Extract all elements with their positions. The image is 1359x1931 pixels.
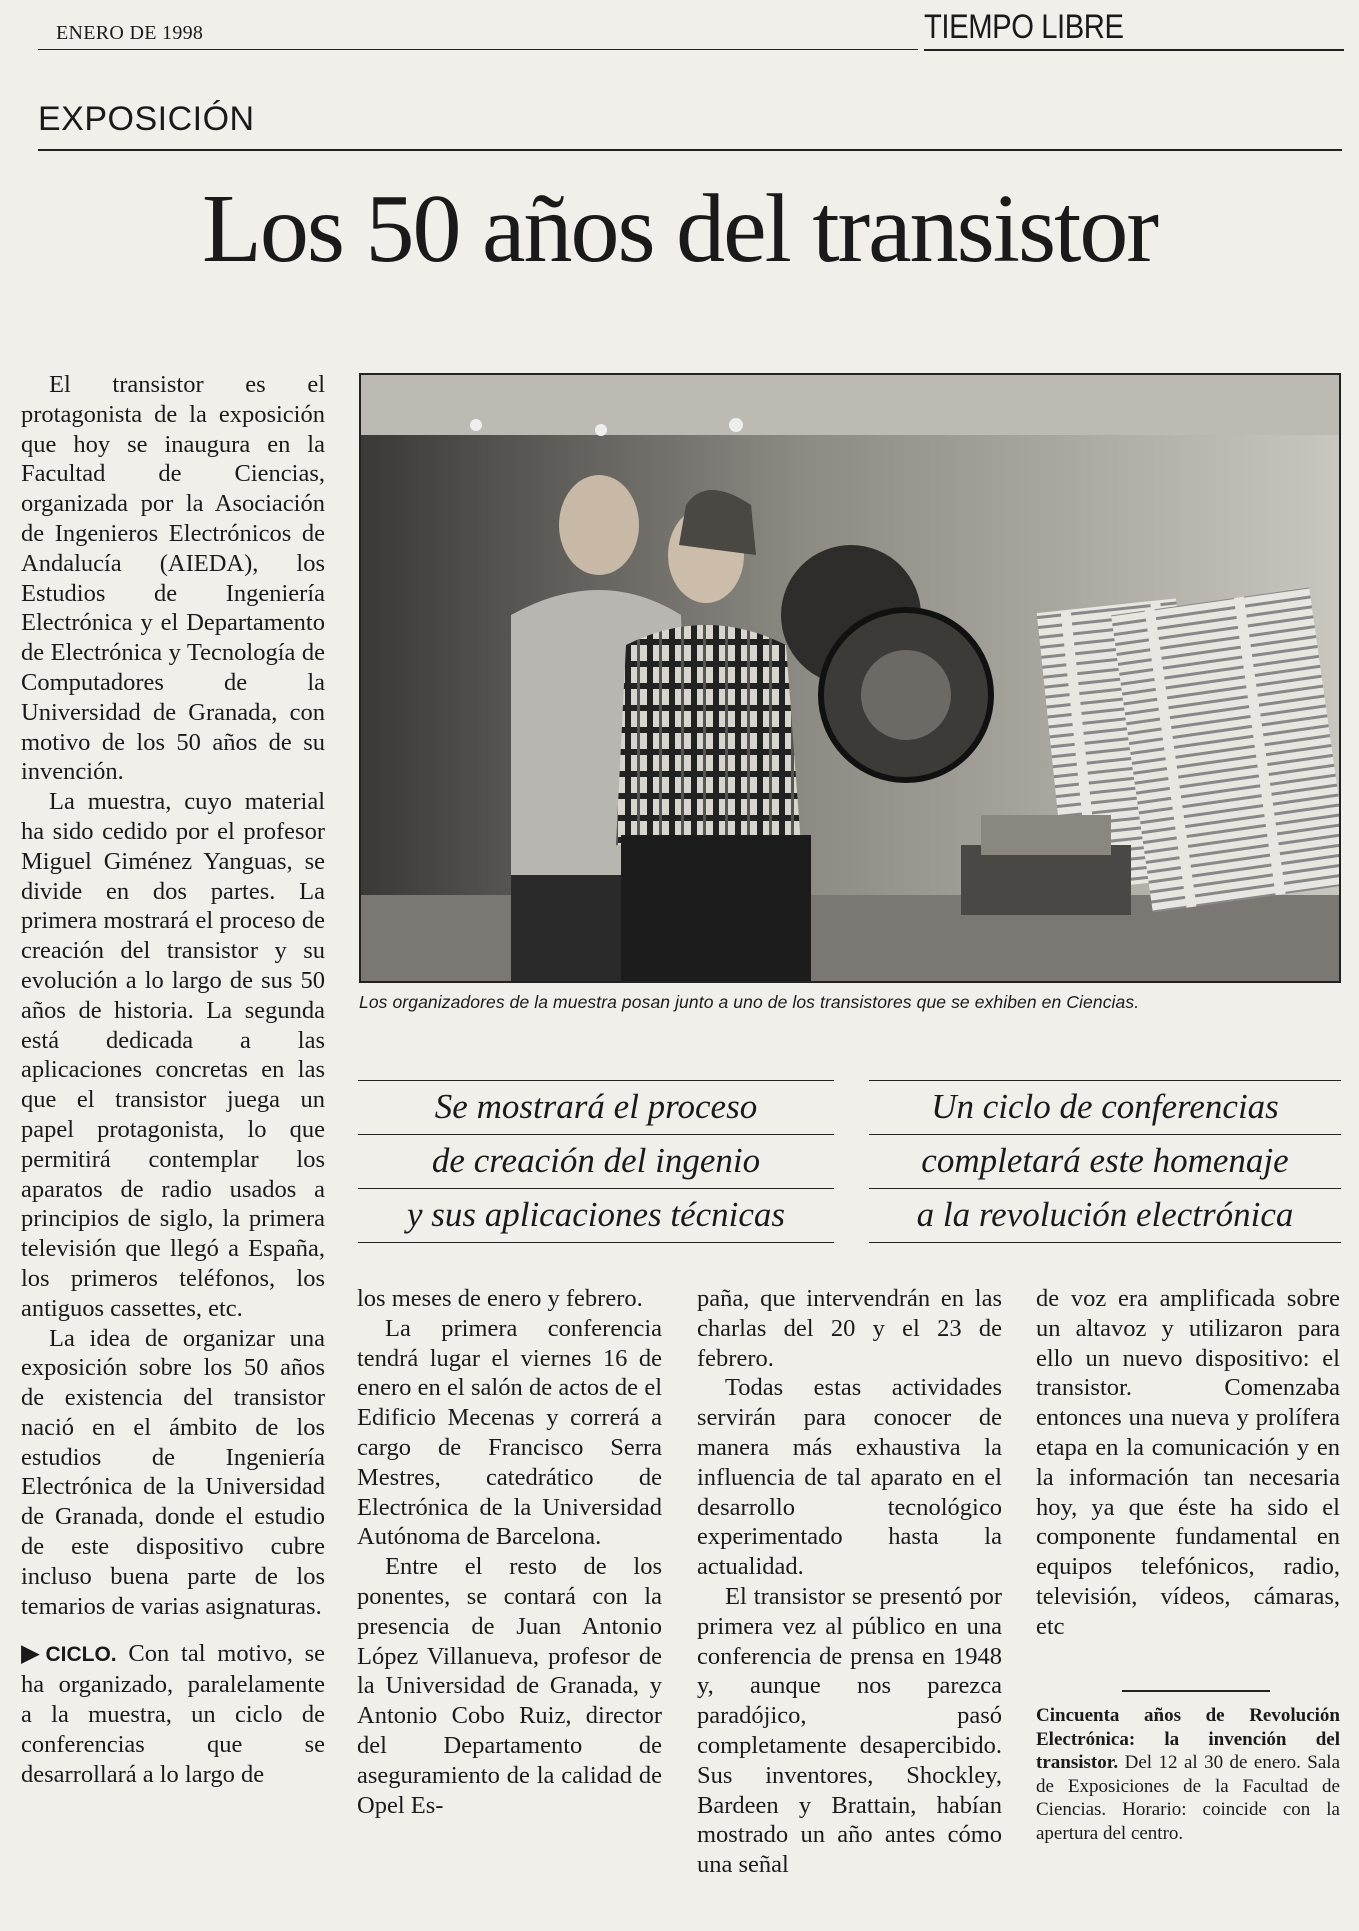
section-rule — [924, 49, 1344, 51]
paragraph: los meses de enero y febrero. — [357, 1285, 643, 1312]
info-box-text: Del 12 al 30 de enero. Sala de Exposiciones de la Facultad de Ciencias. Horario: coincide con la apertura del centro. — [1036, 1752, 1341, 1844]
paragraph: paña, que intervendrán en las charlas del 20 y el 23 de febrero. — [697, 1285, 1002, 1372]
issue-date: ENERO DE 1998 — [56, 22, 204, 44]
section-title: TIEMPO LIBRE — [924, 8, 1124, 46]
article-column-3 — [697, 1284, 1002, 1880]
paragraph: Entre el resto de los ponentes, se contará con la presencia de Juan Antonio López Villanueva, profesor de la Universidad de Granada, y Antonio Cobo Ruiz, director del Departamento de aseguramiento de la calidad de Opel Es- — [357, 1553, 662, 1819]
photo-illustration — [361, 375, 1339, 981]
header-rule — [38, 49, 918, 50]
kicker-rule — [38, 149, 1342, 151]
exhibition-photo — [359, 373, 1341, 983]
pull-quote-line: de creación del ingenio — [358, 1135, 834, 1189]
info-box-rule — [1122, 1690, 1270, 1692]
pull-quote-right — [869, 1080, 1341, 1243]
pull-quote-line: a la revolución electrónica — [869, 1189, 1341, 1243]
paragraph: Todas estas actividades servirán para conocer de manera más exhaustiva la influencia de tal aparato en el desarrollo tecnológico experimentado hasta la actualidad. — [697, 1374, 1002, 1581]
triangle-bullet-icon: ▶ — [21, 1640, 46, 1668]
paragraph: de voz era amplificada sobre un altavoz y utilizaron para ello un nuevo dispositivo: el transistor. Comenzaba entonces una nueva y prolífera etapa en la comunicación y en la información tan necesaria hoy, ya que éste ha sido el componente fundamental en equipos telefónicos, radio, televisión, vídeos, cámaras, etc — [1036, 1285, 1340, 1640]
article-column-4 — [1036, 1284, 1340, 1642]
pull-quote-line: completará este homenaje — [869, 1135, 1341, 1189]
paragraph-ciclo — [21, 1639, 325, 1789]
info-box-title: Cincuenta años de Revolución Electrónica: la invención del transistor. — [1036, 1705, 1340, 1773]
paragraph: La primera conferencia tendrá lugar el viernes 16 de enero en el salón de actos de el Edificio Mecenas y correrá a cargo de Francisco Serra Mestres, catedrático de Electrónica de la Universidad Autónoma de Barcelona. — [357, 1314, 662, 1551]
headline: Los 50 años del transistor — [201, 175, 1158, 283]
article-column-2 — [357, 1284, 662, 1820]
paragraph: El transistor es el protagonista de la exposición que hoy se inaugura en la Facultad de Ciencias, organizada por la Asociación de Ingenieros Electrónicos de Andalucía (AIEDA), los Estudios de Ingeniería Electrónica y el Departamento de Electrónica y Tecnología de Computadores de la Universidad de Granada, con motivo de los 50 años de su invención. — [21, 371, 325, 786]
subhead-ciclo: CICLO. — [45, 1643, 117, 1667]
pull-quote-line: Un ciclo de conferencias — [869, 1081, 1341, 1135]
paragraph-text: Con tal motivo, se ha organizado, paralelamente a la muestra, un ciclo de conferencias que se desarrollará a lo largo de — [21, 1640, 325, 1788]
paragraph: La muestra, cuyo material ha sido cedido por el profesor Miguel Giménez Yanguas, se divide en dos partes. La primera mostrará el proceso de creación del transistor y su evolución a lo largo de sus 50 años de historia. La segunda está dedicada a las aplicaciones concretas en las que el transistor juega un papel protagonista, lo que permitirá contemplar los aparatos de radio usados a principios de siglo, la primera televisión que llegó a España, los primeros teléfonos, los antiguos cassettes, etc. — [21, 788, 325, 1322]
photo-caption: Los organizadores de la muestra posan junto a uno de los transistores que se exhiben en Ciencias. — [359, 992, 1140, 1012]
pull-quote-line: Se mostrará el proceso — [358, 1081, 834, 1135]
paragraph: El transistor se presentó por primera vez al público en una conferencia de prensa en 1948 y, aunque nos parezca paradójico, pasó completamente desapercibido. Sus inventores, Shockley, Bardeen y Brattain, habían mostrado un año antes cómo una señal — [697, 1582, 1002, 1879]
article-column-1 — [21, 370, 325, 1789]
kicker: EXPOSICIÓN — [38, 100, 255, 138]
info-box — [1036, 1704, 1340, 1845]
pull-quote-left — [358, 1080, 834, 1243]
pull-quote-line: y sus aplicaciones técnicas — [358, 1189, 834, 1243]
paragraph: La idea de organizar una exposición sobre los 50 años de existencia del transistor nació en el ámbito de los estudios de Ingeniería Electrónica de la Universidad de Granada, donde el estudio de este dispositivo cubre incluso buena parte de los temarios de varias asignaturas. — [21, 1324, 325, 1620]
